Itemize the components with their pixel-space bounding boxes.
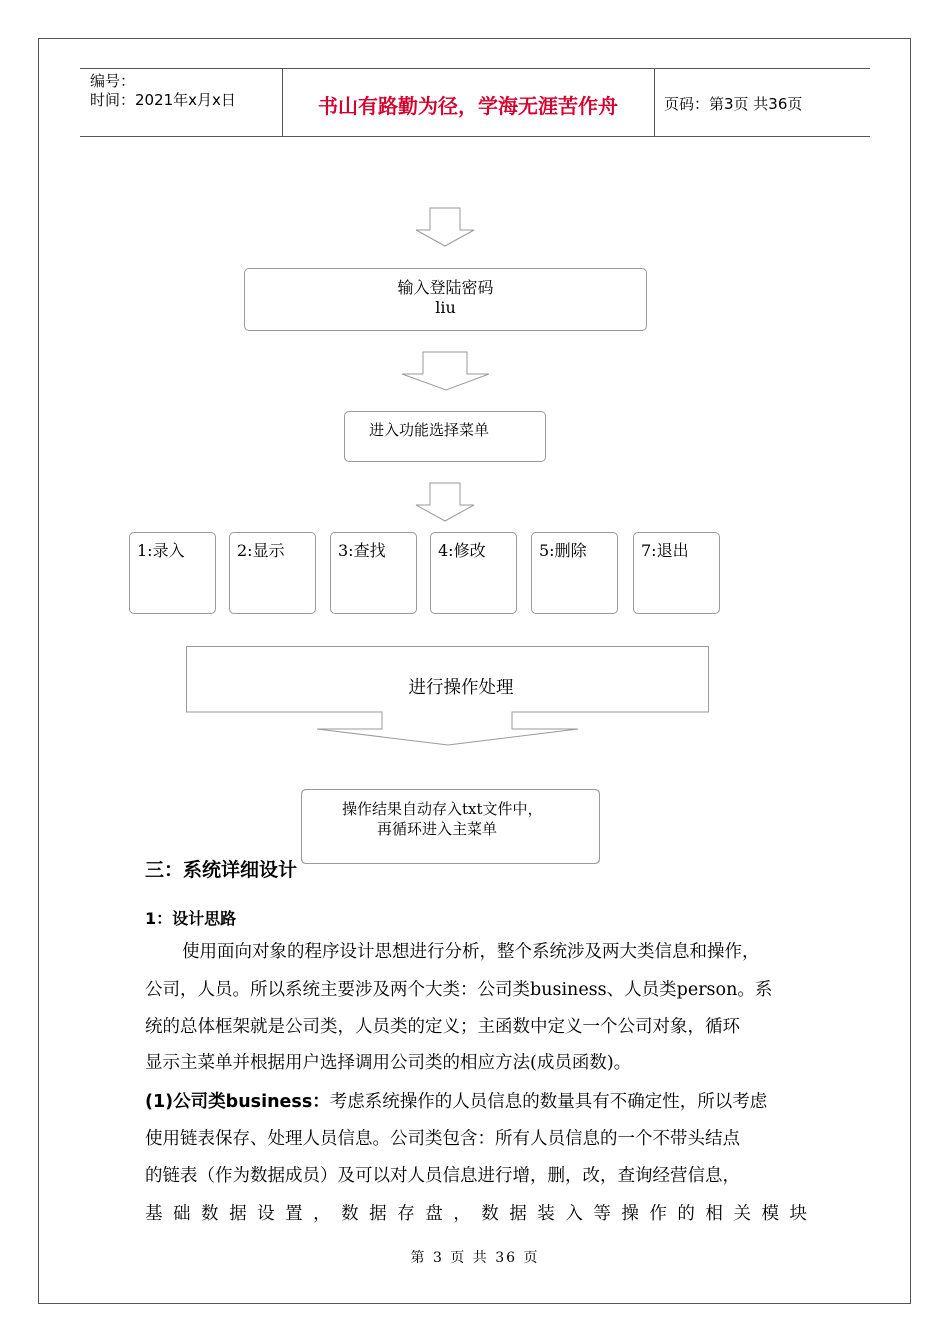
header-bottom-rule xyxy=(80,136,870,137)
menu-option-label: 7:退出 xyxy=(641,541,689,560)
paragraph-line: 的链表（作为数据成员）及可以对人员信息进行增，删，改，查询经营信息， xyxy=(145,1166,740,1186)
login-password-box xyxy=(244,268,647,331)
menu-option-modify xyxy=(430,532,517,614)
paragraph-line: 公司，人员。所以系统主要涉及两个大类：公司类business、人员类person。系 xyxy=(145,980,773,1000)
process-box-text: 进行操作处理 xyxy=(408,678,514,698)
result-box-line: 再循环进入主菜单 xyxy=(377,820,498,838)
menu-option-search xyxy=(330,532,417,614)
paragraph-line xyxy=(145,1091,807,1113)
document-number-label: 编号： xyxy=(90,72,136,90)
flow-arrow-down-icon xyxy=(416,208,476,248)
result-box xyxy=(301,789,600,864)
paragraph-line: 显示主菜单并根据用户选择调用公司类的相应方法(成员函数)。 xyxy=(145,1053,632,1073)
item-text: 考虑系统操作的人员信息的数量具有不确定性，所以考虑 xyxy=(329,1092,768,1112)
document-date-label: 时间：2021年x月x日 xyxy=(90,91,236,109)
page-counter: 页码：第3页 共36页 xyxy=(664,95,803,113)
section-subtitle: 1：设计思路 xyxy=(145,909,237,928)
flow-arrow-down-icon xyxy=(402,352,492,392)
page-footer: 第 3 页 共 36 页 xyxy=(410,1250,540,1266)
header-divider xyxy=(654,68,655,136)
item-heading: (1)公司类business： xyxy=(145,1092,330,1112)
login-password-text: 输入登陆密码 xyxy=(397,278,494,297)
menu-option-exit xyxy=(633,532,720,614)
menu-option-delete xyxy=(531,532,618,614)
menu-option-display xyxy=(229,532,316,614)
flow-arrow-down-icon xyxy=(416,483,476,523)
menu-option-input xyxy=(129,532,216,614)
menu-option-label: 4:修改 xyxy=(438,541,486,560)
menu-option-label: 1:录入 xyxy=(137,541,185,560)
result-box-line: 操作结果自动存入txt文件中， xyxy=(342,800,543,818)
login-password-value: liu xyxy=(435,298,456,317)
function-menu-text: 进入功能选择菜单 xyxy=(369,421,490,439)
header-top-rule xyxy=(80,68,870,69)
paragraph-line: 使用面向对象的程序设计思想进行分析，整个系统涉及两大类信息和操作， xyxy=(182,942,760,962)
paragraph-line: 使用链表保存、处理人员信息。公司类包含：所有人员信息的一个不带头结点 xyxy=(145,1129,740,1149)
function-menu-box xyxy=(344,411,546,462)
menu-option-label: 3:查找 xyxy=(338,541,386,560)
paragraph-line: 基础数据设置，数据存盘，数据装入等操作的相关模块 xyxy=(145,1204,807,1224)
menu-option-label: 5:删除 xyxy=(539,541,587,560)
menu-option-label: 2:显示 xyxy=(237,541,285,560)
header-motto: 书山有路勤为径，学海无涯苦作舟 xyxy=(318,94,618,118)
section-title: 三：系统详细设计 xyxy=(145,859,298,881)
paragraph-line: 统的总体框架就是公司类，人员类的定义；主函数中定义一个公司对象，循环 xyxy=(145,1017,740,1037)
